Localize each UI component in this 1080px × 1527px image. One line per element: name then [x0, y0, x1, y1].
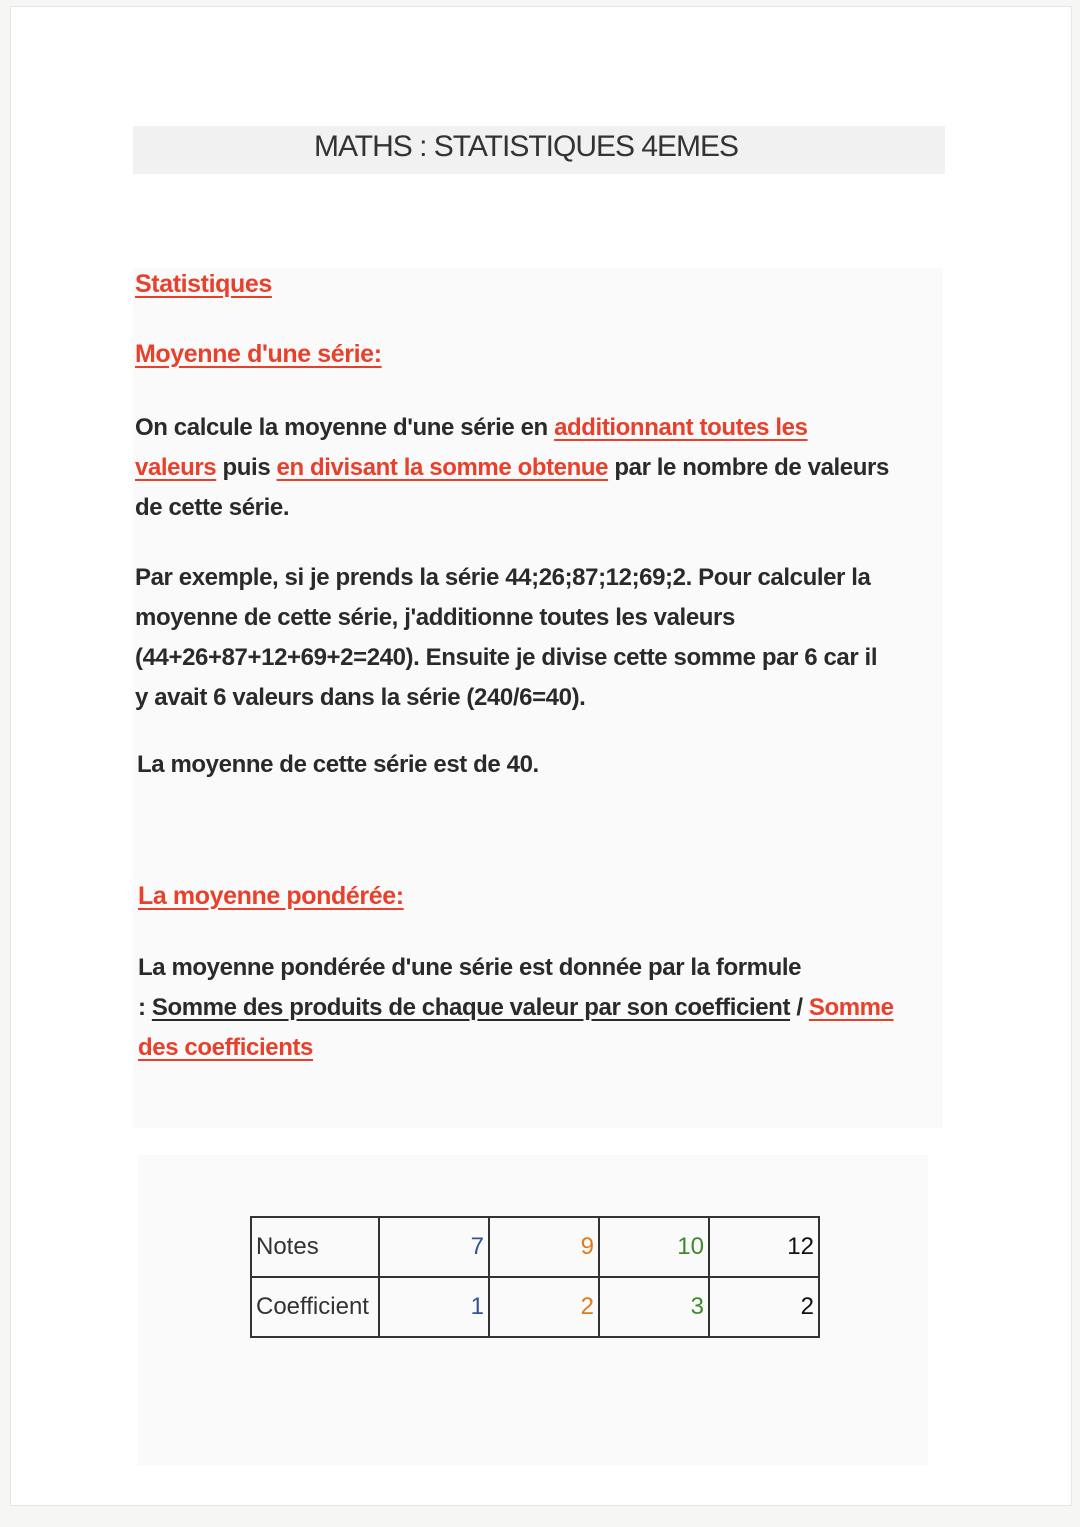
- text-line: Par exemple, si je prends la série 44;26;87;12;69;2. Pour calculer la: [135, 564, 871, 591]
- section-heading-ponderee: La moyenne pondérée:: [138, 882, 404, 910]
- text-line: (44+26+87+12+69+2=240). Ensuite je divise cette somme par 6 car il: [135, 644, 878, 671]
- text-line: La moyenne pondérée d'une série est donnée par la formule: [138, 954, 802, 981]
- page-title: MATHS : STATISTIQUES 4EMES: [314, 130, 739, 163]
- table-cell: 10: [599, 1217, 709, 1277]
- data-table: [250, 1216, 820, 1338]
- table-row: [251, 1277, 819, 1337]
- table-cell: 12: [709, 1217, 819, 1277]
- section-subheading-moyenne: Moyenne d'une série:: [135, 340, 382, 368]
- table-cell: 2: [489, 1277, 599, 1337]
- table-cell: 7: [379, 1217, 489, 1277]
- paragraph-formula: [138, 948, 958, 1068]
- table-cell: 9: [489, 1217, 599, 1277]
- table-row: [251, 1217, 819, 1277]
- highlight-text: valeurs: [135, 454, 217, 481]
- table-cell: 3: [599, 1277, 709, 1337]
- paragraph-result: La moyenne de cette série est de 40.: [137, 751, 539, 778]
- text: par le nombre de valeurs: [608, 454, 889, 481]
- section-heading-statistiques: Statistiques: [135, 270, 272, 298]
- highlight-text: Somme: [808, 994, 894, 1021]
- text-line: y avait 6 valeurs dans la série (240/6=40).: [135, 684, 586, 711]
- highlight-text: des coefficients: [138, 1034, 313, 1061]
- text: /: [790, 994, 809, 1021]
- paragraph-example: [135, 558, 955, 718]
- table-cell: 2: [709, 1277, 819, 1337]
- text: On calcule la moyenne d'une série en: [135, 414, 555, 441]
- row-label: Notes: [251, 1217, 379, 1277]
- text: puis: [216, 454, 277, 481]
- highlight-text: en divisant la somme obtenue: [276, 454, 609, 481]
- text-line: moyenne de cette série, j'additionne toutes les valeurs: [135, 604, 735, 631]
- text: :: [138, 994, 152, 1021]
- table-cell: 1: [379, 1277, 489, 1337]
- row-label: Coefficient: [251, 1277, 379, 1337]
- text: de cette série.: [135, 494, 290, 521]
- highlight-text: additionnant toutes les: [554, 414, 808, 441]
- underlined-text: Somme des produits de chaque valeur par son coefficient: [151, 994, 791, 1021]
- paragraph-definition: [135, 408, 955, 528]
